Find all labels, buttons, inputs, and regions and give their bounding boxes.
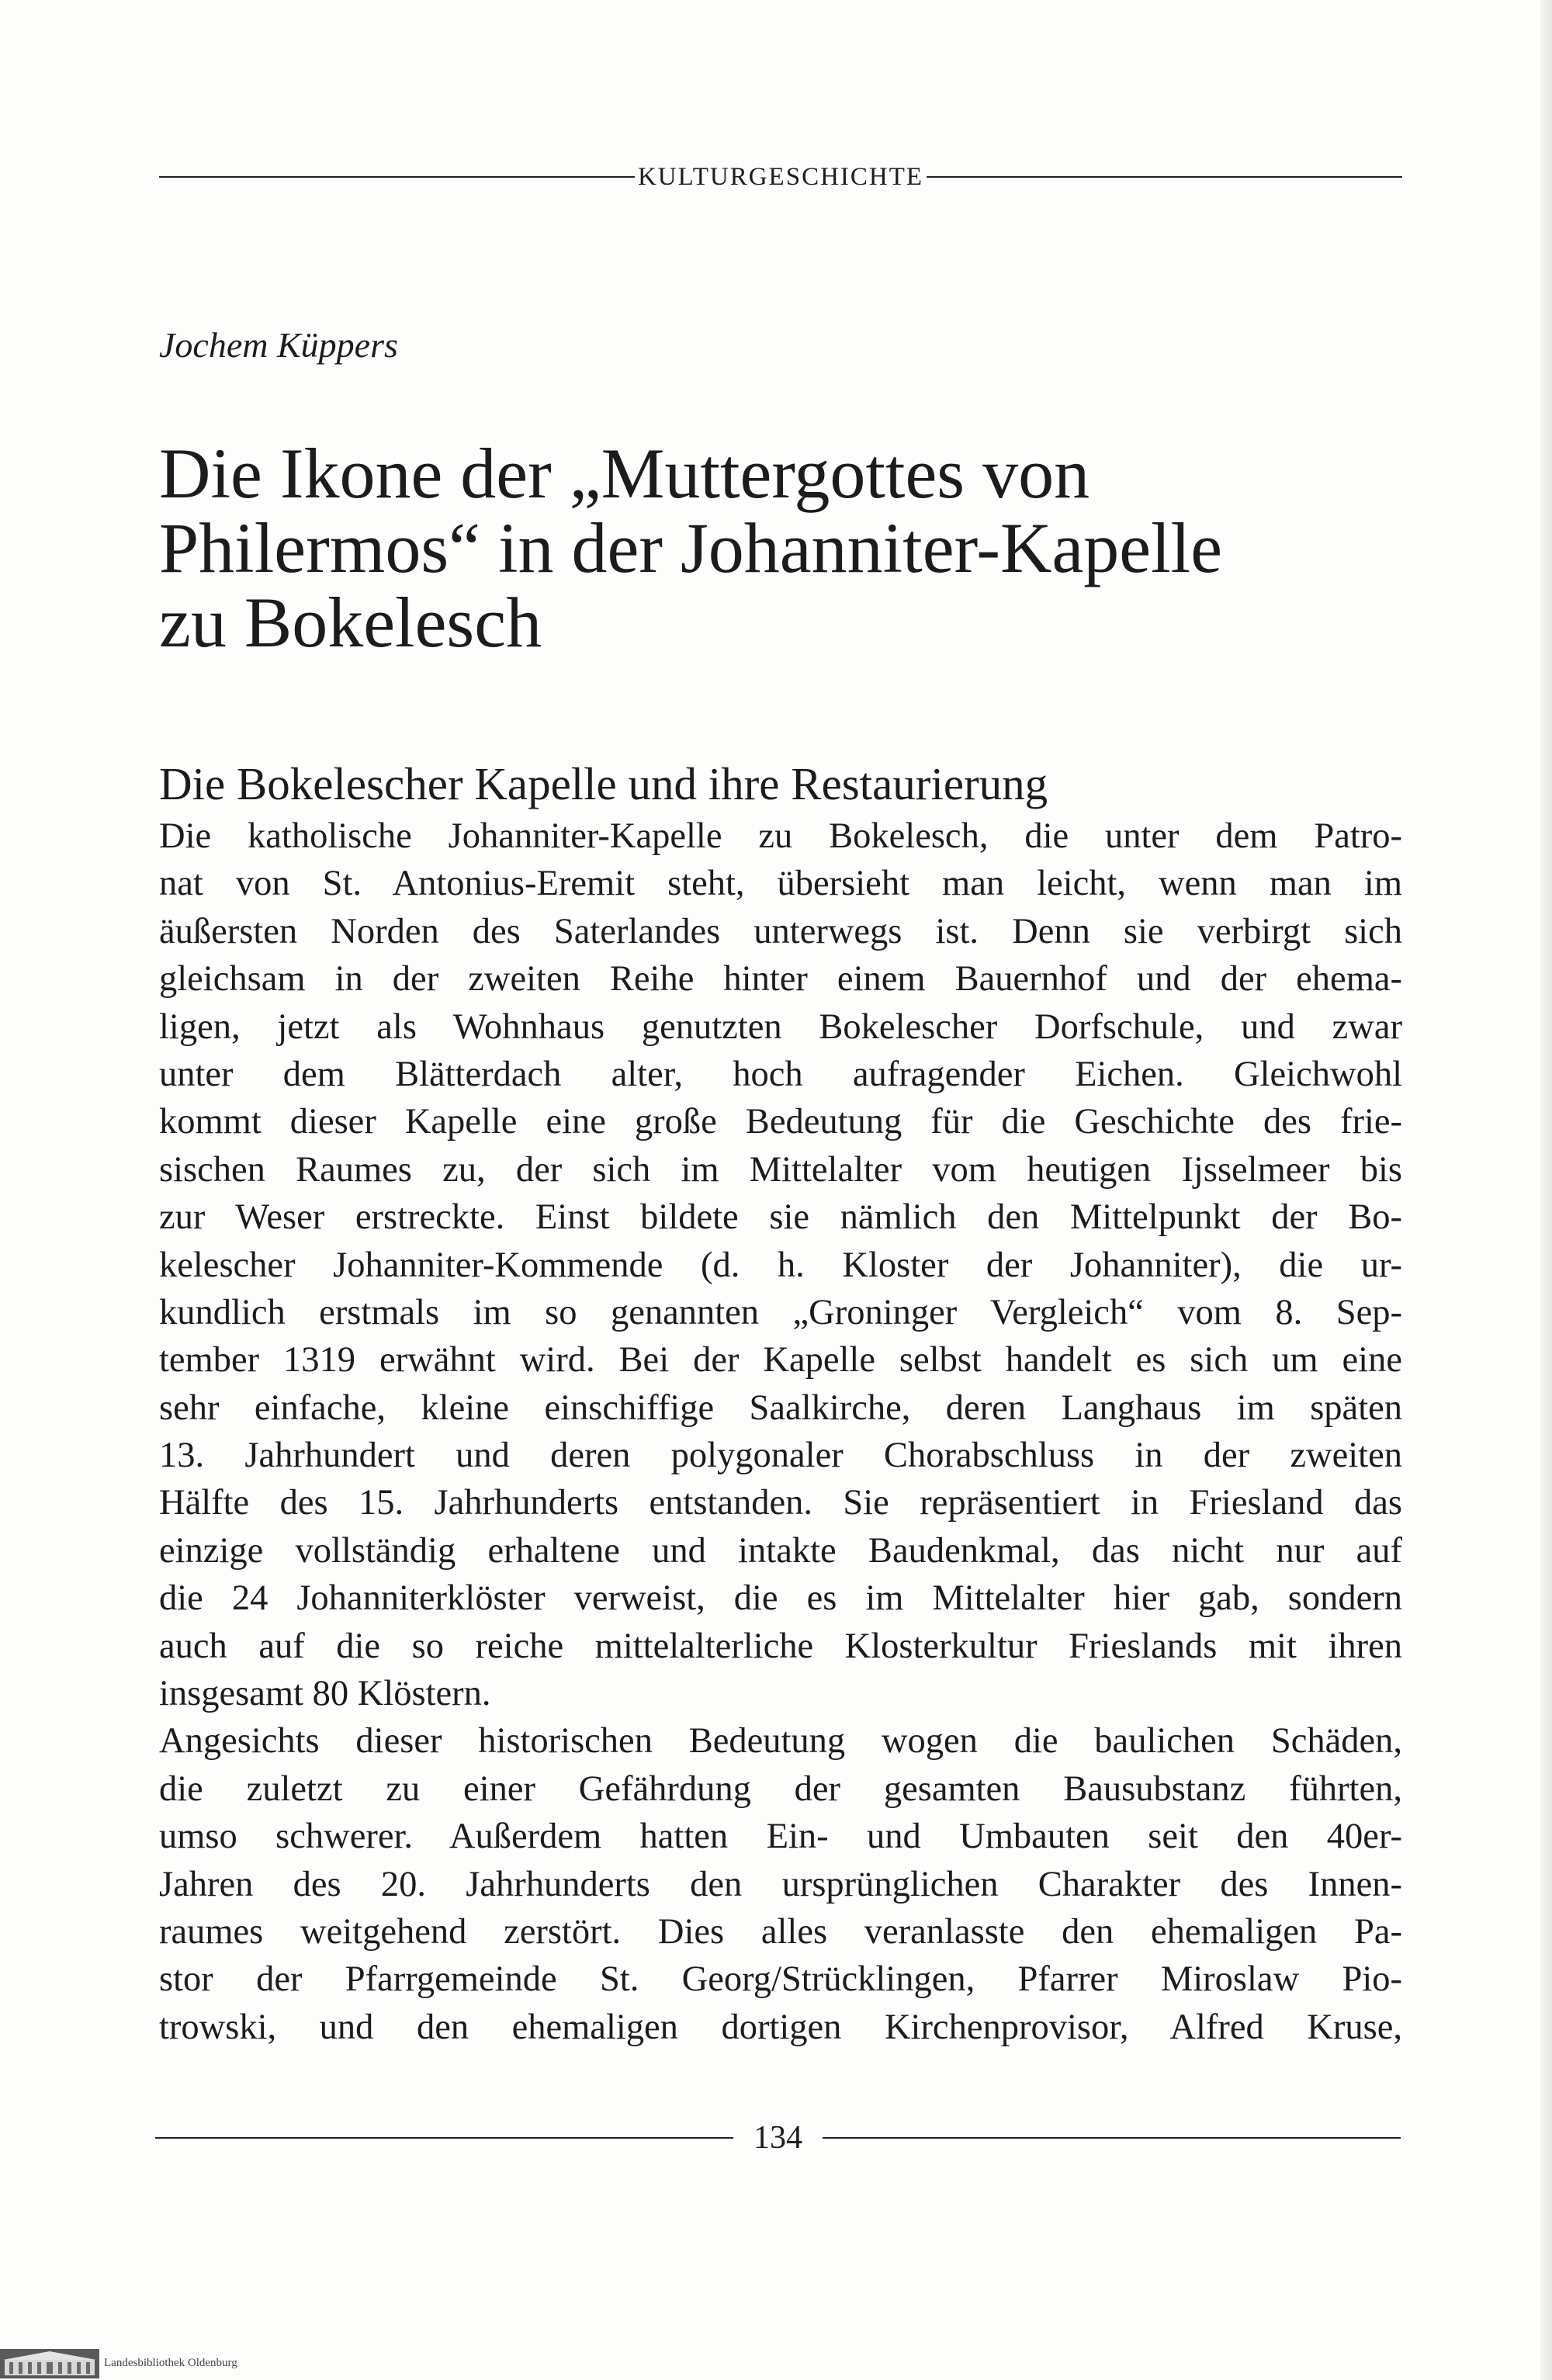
section-heading: Die Bokelescher Kapelle und ihre Restaurierung bbox=[159, 758, 1048, 809]
header-rule-left bbox=[159, 176, 635, 178]
body-line: auch auf die so reiche mittelalterliche Klosterkultur Frieslands mit ihren bbox=[159, 1626, 1402, 1666]
body-text bbox=[159, 812, 1402, 2051]
body-line: kelescher Johanniter-Kommende (d. h. Kloster der Johanniter), die ur- bbox=[159, 1245, 1402, 1285]
library-stamp-name: Landesbibliothek Oldenburg bbox=[104, 2357, 237, 2369]
article-title bbox=[159, 436, 1323, 660]
body-line: Die katholische Johanniter-Kapelle zu Bokelesch, die unter dem Patro- bbox=[159, 816, 1402, 856]
body-line: zur Weser erstreckte. Einst bildete sie nämlich den Mittelpunkt der Bo- bbox=[159, 1197, 1402, 1238]
body-line: kundlich erstmals im so genannten „Groninger Vergleich“ vom 8. Sep- bbox=[159, 1292, 1402, 1332]
body-line: die 24 Johanniterklöster verweist, die es im Mittelalter hier gab, sondern bbox=[159, 1578, 1402, 1619]
page-number: 134 bbox=[753, 2120, 802, 2156]
body-line: 13. Jahrhundert und deren polygonaler Chorabschluss in der zweiten bbox=[159, 1436, 1402, 1476]
library-building-icon bbox=[0, 2349, 99, 2378]
title-line: Philermos“ in der Johanniter-Kapelle bbox=[159, 508, 1223, 587]
body-line: raumes weitgehend zerstört. Dies alles veranlasste den ehemaligen Pa- bbox=[159, 1911, 1402, 1952]
body-line: Hälfte des 15. Jahrhunderts entstanden. Sie repräsentiert in Friesland das bbox=[159, 1483, 1402, 1523]
body-line: sischen Raumes zu, der sich im Mittelalter vom heutigen Ijsselmeer bis bbox=[159, 1149, 1402, 1190]
body-line: tember 1319 erwähnt wird. Bei der Kapelle selbst handelt es sich um eine bbox=[159, 1340, 1402, 1381]
body-line: einzige vollständig erhaltene und intakte Baudenkmal, das nicht nur auf bbox=[159, 1530, 1402, 1571]
body-line: gleichsam in der zweiten Reihe hinter einem Bauernhof und der ehema- bbox=[159, 959, 1402, 999]
body-line: kommt dieser Kapelle eine große Bedeutung für die Geschichte des frie- bbox=[159, 1102, 1402, 1142]
body-line: unter dem Blätterdach alter, hoch aufragender Eichen. Gleichwohl bbox=[159, 1054, 1402, 1094]
body-line: trowski, und den ehemaligen dortigen Kirchenprovisor, Alfred Kruse, bbox=[159, 2007, 1402, 2047]
body-line: stor der Pfarrgemeinde St. Georg/Strücklingen, Pfarrer Miroslaw Pio- bbox=[159, 1959, 1402, 2000]
title-line: Die Ikone der „Muttergottes von bbox=[159, 434, 1090, 513]
running-header bbox=[159, 159, 1402, 195]
body-line: nat von St. Antonius-Eremit steht, übersieht man leicht, wenn man im bbox=[159, 864, 1402, 904]
title-line: zu Bokelesch bbox=[159, 583, 542, 662]
scan-edge-shadow bbox=[1540, 0, 1552, 2380]
body-line: sehr einfache, kleine einschiffige Saalkirche, deren Langhaus im späten bbox=[159, 1387, 1402, 1428]
footer-rule-right bbox=[823, 2137, 1401, 2139]
running-header-label: KULTURGESCHICHTE bbox=[637, 162, 924, 191]
body-line: Angesichts dieser historischen Bedeutung wogen die baulichen Schäden, bbox=[159, 1721, 1402, 1762]
body-line: ligen, jetzt als Wohnhaus genutzten Bokelescher Dorfschule, und zwar bbox=[159, 1006, 1402, 1047]
footer-rule-left bbox=[155, 2137, 733, 2139]
author-name: Jochem Küppers bbox=[159, 325, 398, 365]
library-stamp bbox=[0, 2347, 1552, 2380]
body-line: umso schwerer. Außerdem hatten Ein- und Umbauten seit den 40er- bbox=[159, 1817, 1402, 1857]
header-rule-right bbox=[927, 176, 1402, 178]
body-line: insgesamt 80 Klöstern. bbox=[159, 1674, 491, 1714]
body-line: äußersten Norden des Saterlandes unterwegs ist. Denn sie verbirgt sich bbox=[159, 911, 1402, 951]
body-line: Jahren des 20. Jahrhunderts den ursprünglichen Charakter des Innen- bbox=[159, 1864, 1402, 1904]
page-footer bbox=[155, 2118, 1401, 2157]
body-line: die zuletzt zu einer Gefährdung der gesamten Bausubstanz führten, bbox=[159, 1769, 1402, 1809]
